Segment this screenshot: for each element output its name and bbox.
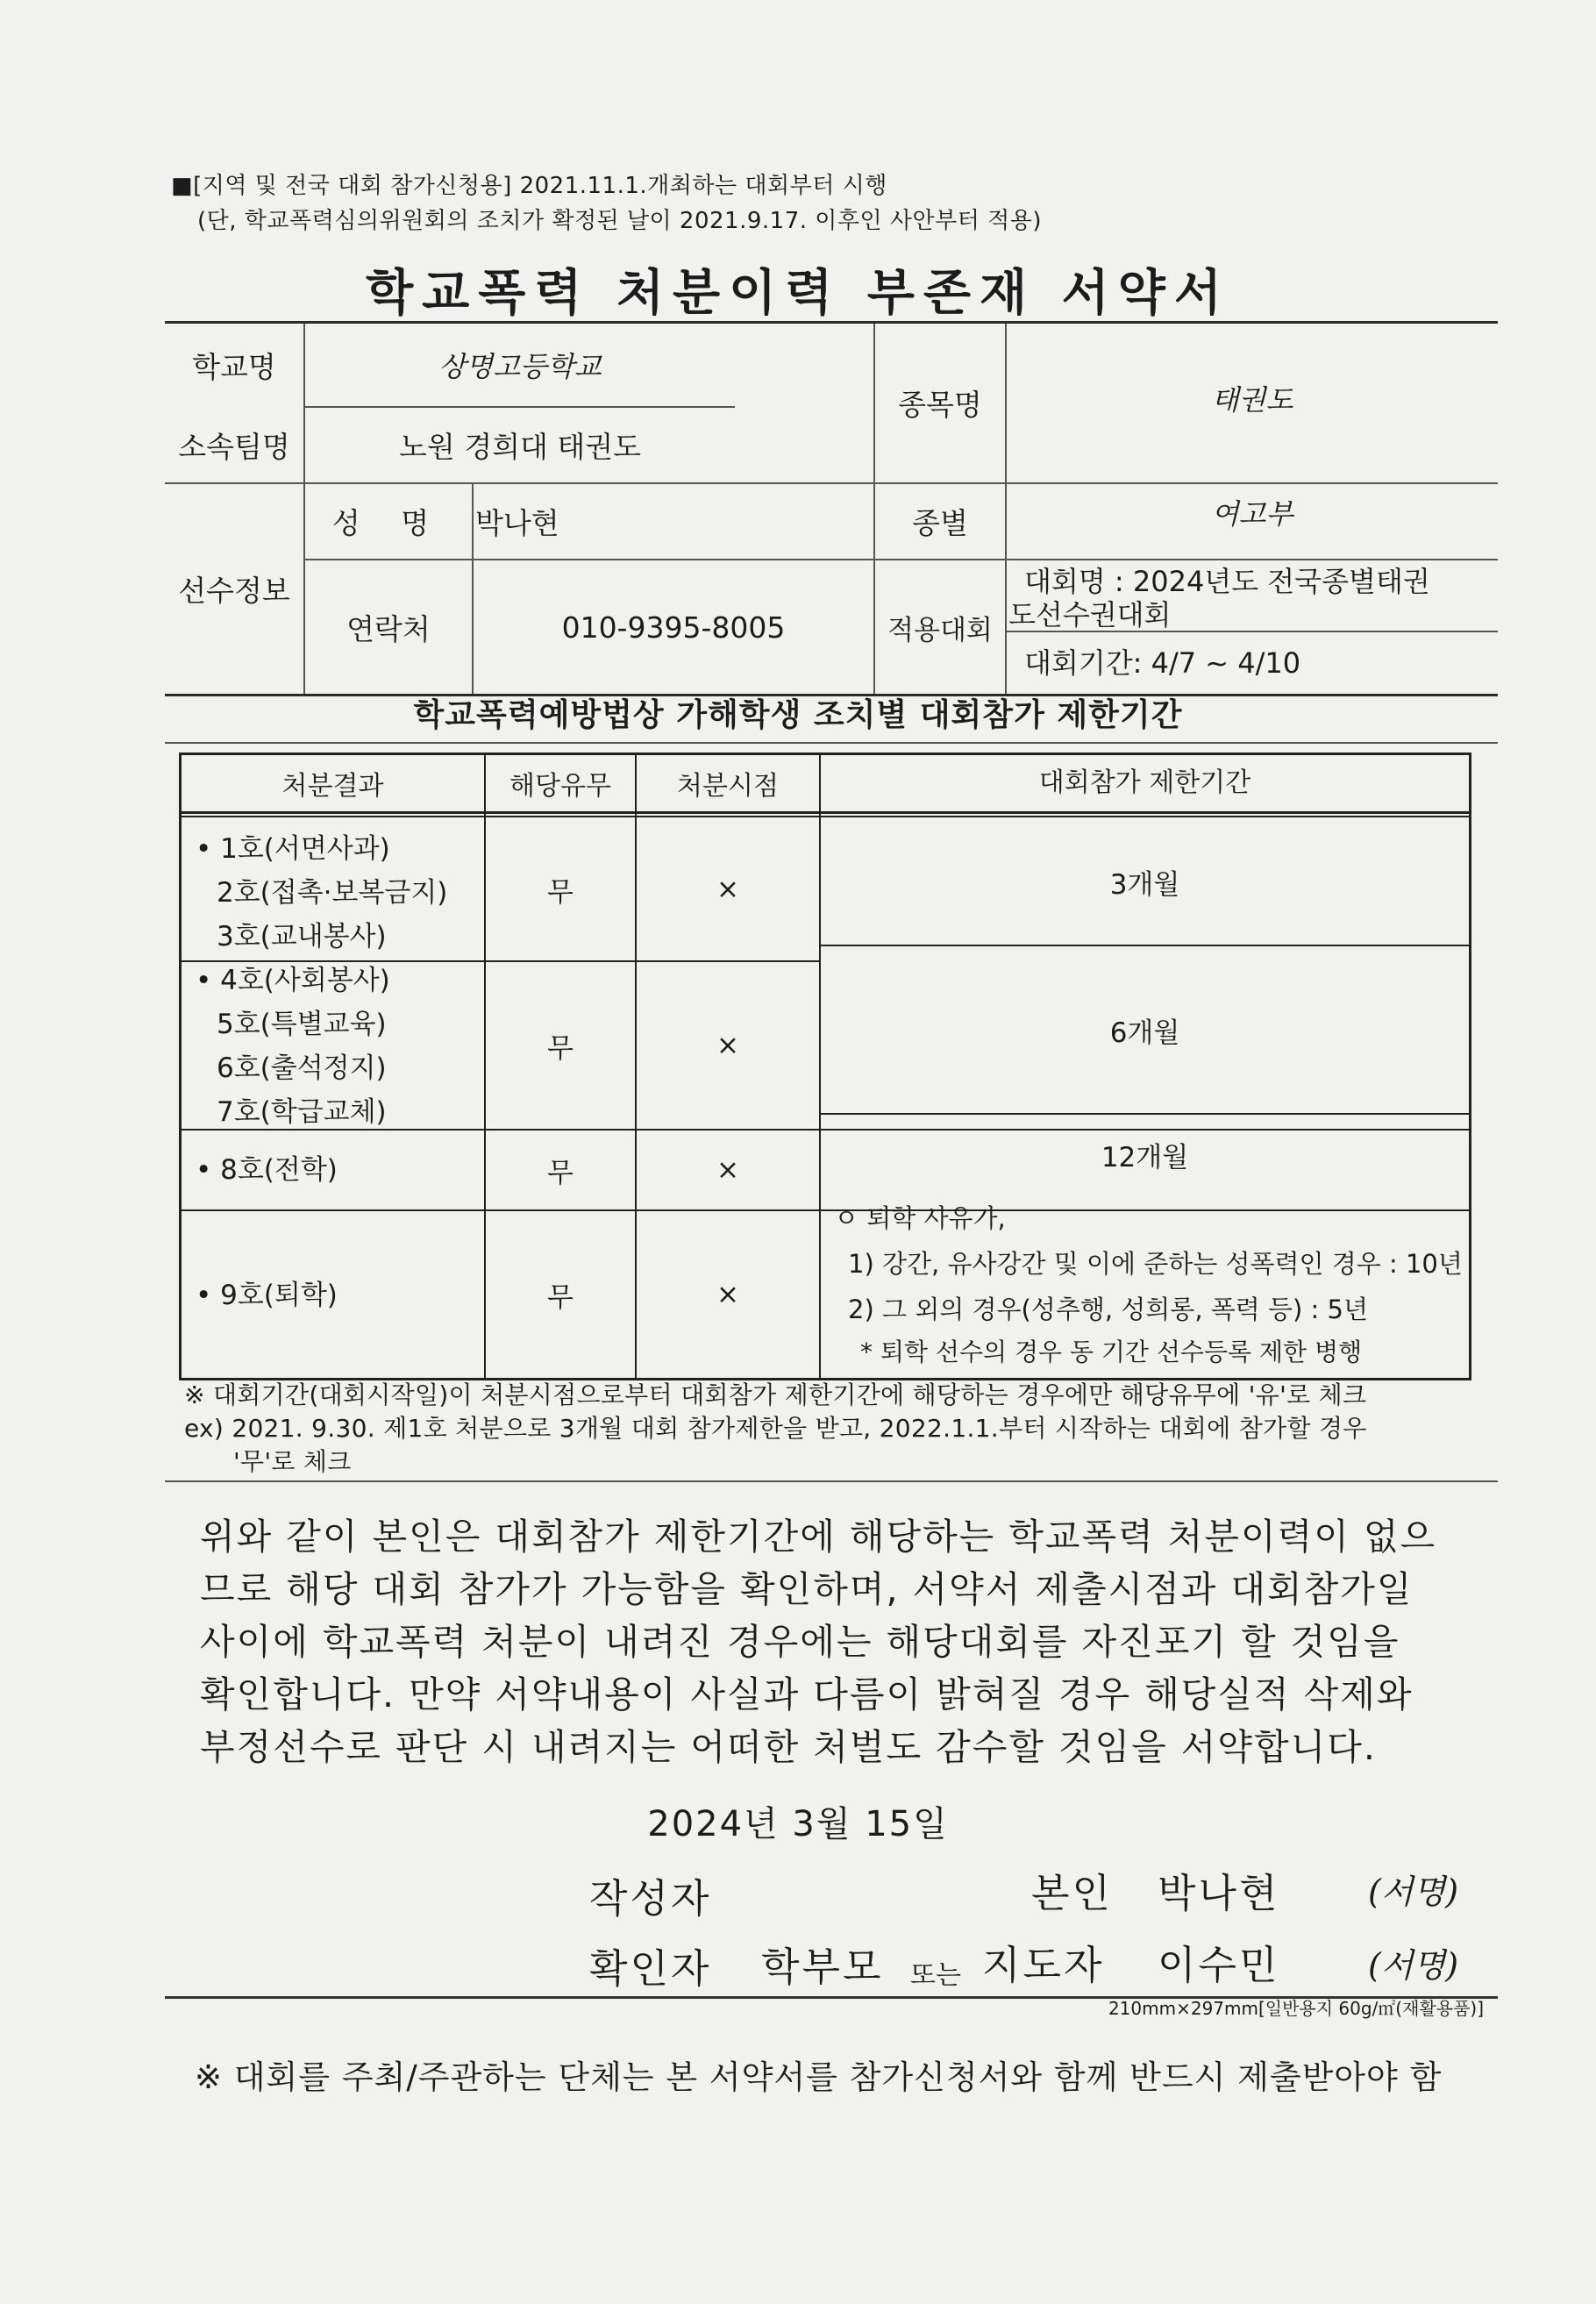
list-item: 2호(접촉·보복금지) [217,877,448,909]
header-period: 대회참가 제한기간 [1038,767,1251,798]
paper-spec: 210mm×297mm[일반용지 60g/㎡(재활용품)] [1108,1998,1484,2019]
confirm-or: 또는 [910,1960,961,1991]
divider [165,742,1498,744]
writer-role: 본인 [1031,1870,1113,1916]
team-value: 노원 경희대 태권도 [398,430,641,464]
writer-signature: (서명) [1368,1872,1459,1911]
writer-name: 박나현 [1158,1870,1280,1916]
competition-label: 적용대회 [887,614,993,646]
contact-value: 010-9395-8005 [561,610,786,645]
pledge-line: 확인합니다. 만약 서약내용이 사실과 다름이 밝혀질 경우 해당실적 삭제와 [200,1673,1414,1716]
list-item: • 4호(사회봉사) [196,965,390,996]
team-label: 소속팀명 [178,430,290,464]
table-row-items [196,827,447,959]
expulsion-period [834,1195,1463,1373]
confirm-signature: (서명) [1368,1946,1459,1985]
period-line: 2) 그 외의 경우(성추행, 성희롱, 폭력 등) : 5년 [848,1295,1369,1324]
confirm-role-coach: 지도자 [982,1942,1105,1988]
list-item: • 8호(전학) [196,1154,338,1186]
pledge-line: 사이에 학교폭력 처분이 내려진 경우에는 해당대회를 자진포기 할 것임을 [200,1621,1400,1663]
list-item: 6호(출석정지) [217,1052,387,1084]
applies-value: 무 [547,1157,574,1189]
period-line: ㅇ 퇴학 사유가, [834,1203,1006,1233]
division-value: 여고부 [1211,496,1293,531]
pledge-line: 부정선수로 판단 시 내려지는 어떠한 처벌도 감수할 것임을 서약합니다. [200,1726,1377,1768]
confirm-label: 확인자 [589,1945,712,1992]
event-label: 종목명 [898,388,982,422]
pledge-date: 2024년 3월 15일 [647,1804,949,1844]
confirm-role-parent: 학부모 [761,1944,884,1990]
period-value: 6개월 [1109,1016,1180,1049]
header-applies: 해당유무 [509,771,611,802]
header-time: 처분시점 [677,771,779,802]
list-item: 5호(특별교육) [217,1009,387,1040]
applies-value: 무 [547,876,574,909]
footer-note: ※ 대회를 주최/주관하는 단체는 본 서약서를 참가신청서와 함께 반드시 제출받아야 함 [195,2058,1443,2096]
period-value: 12개월 [1101,1141,1189,1173]
school-value: 상명고등학교 [438,350,602,383]
competition-name-2: 도선수권대회 [1008,598,1172,631]
applies-value: 무 [547,1281,574,1314]
table-row-items [196,1273,338,1317]
notice-line-2: (단, 학교폭력심의위원회의 조치가 확정된 날이 2021.9.17. 이후인 사안부터 적용) [197,208,1043,234]
competition-name-1: 대회명 : 2024년도 전국종별태권 [1024,565,1430,598]
list-item: 7호(학급교체) [217,1096,387,1128]
period-value: 3개월 [1109,868,1180,901]
competition-period: 대회기간: 4/7 ~ 4/10 [1024,646,1301,680]
info-table [165,321,1498,696]
list-item: • 9호(퇴학) [196,1280,338,1311]
list-item: • 1호(서면사과) [196,833,390,865]
event-value: 태권도 [1211,383,1293,417]
restriction-table [179,753,1471,1380]
applies-value: 무 [547,1032,574,1065]
pledge-line: 므로 해당 대회 참가가 가능함을 확인하며, 서약서 제출시점과 대회참가일 [200,1568,1414,1610]
division-label: 종별 [912,506,968,540]
writer-label: 작성자 [589,1875,712,1922]
document-title: 학교폭력 처분이력 부존재 서약서 [366,265,1230,322]
notice [171,168,1042,239]
school-label: 학교명 [192,349,276,384]
divider [165,1480,1498,1482]
note-line-2: ex) 2021. 9.30. 제1호 처분으로 3개월 대회 참가제한을 받고, 2022.1.1.부터 시작하는 대회에 참가할 경우 [184,1414,1367,1443]
player-info-label: 선수정보 [178,574,290,608]
name-value: 박나현 [475,506,559,540]
header-result: 처분결과 [281,771,384,802]
time-value: × [716,1030,739,1061]
note-line-3: '무'로 체크 [233,1447,352,1476]
confirm-name: 이수민 [1158,1942,1280,1988]
table-note [184,1379,1367,1479]
pledge-line: 위와 같이 본인은 대회참가 제한기간에 해당하는 학교폭력 처분이력이 없으 [200,1516,1437,1558]
list-item: 3호(교내봉사) [217,921,387,952]
table-row-items [196,959,390,1134]
restriction-subtitle: 학교폭력예방법상 가해학생 조치별 대회참가 제한기간 [413,697,1183,733]
table-row-items [196,1148,338,1192]
time-value: × [716,1154,739,1186]
contact-label: 연락처 [346,611,431,646]
period-line: * 퇴학 선수의 경우 동 기간 선수등록 제한 병행 [860,1337,1363,1366]
notice-line-1: ■[지역 및 전국 대회 참가신청용] 2021.11.1.개최하는 대회부터 시행 [171,173,887,199]
note-line-1: ※ 대회기간(대회시작일)이 처분시점으로부터 대회참가 제한기간에 해당하는 경우에만 해당유무에 '유'로 체크 [184,1380,1367,1409]
time-value: × [716,1279,739,1310]
time-value: × [716,874,739,905]
name-label: 성 명 [331,506,445,540]
pledge-text [200,1510,1471,1773]
period-line: 1) 강간, 유사강간 및 이에 준하는 성폭력인 경우 : 10년 [848,1249,1463,1279]
